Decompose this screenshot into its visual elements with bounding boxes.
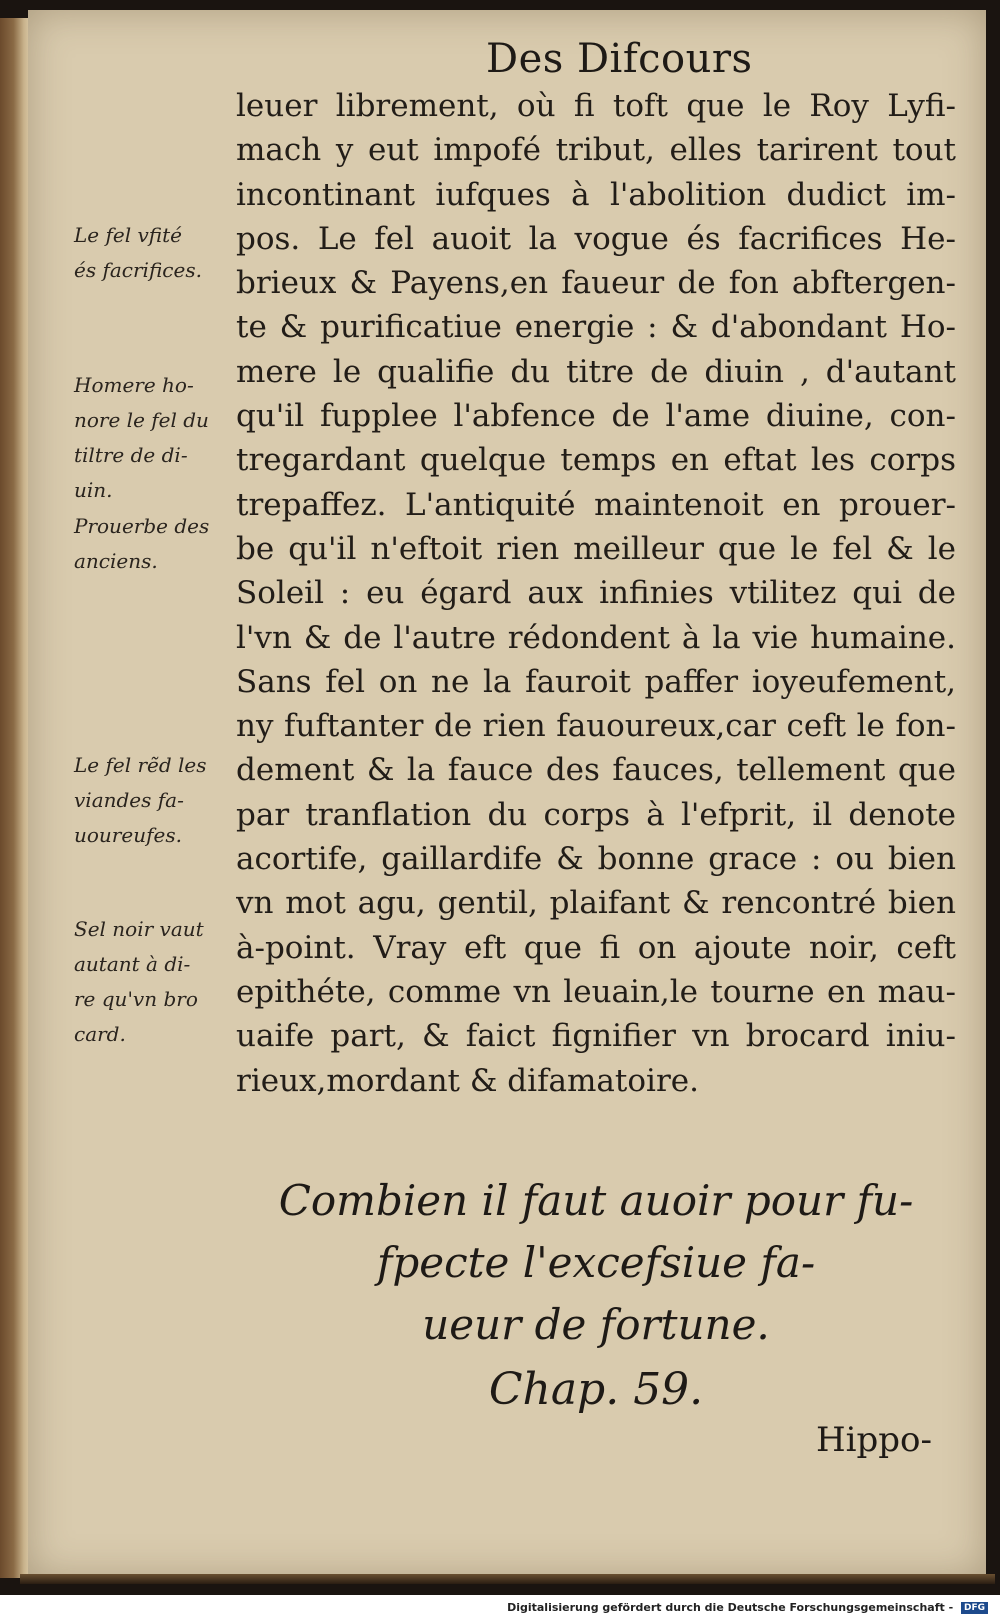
- body-line: incontinant iufques à l'abolition dudict im-: [236, 176, 956, 213]
- body-line: trepaffez. L'antiquité maintenoit en prouer-: [236, 486, 956, 523]
- margin-note-line: viandes fa-: [74, 788, 184, 812]
- margin-note-black-salt: [74, 912, 226, 1052]
- body-line: par tranflation du corps à l'efprit, il denote: [236, 796, 956, 833]
- digitization-credit: [507, 1601, 988, 1614]
- chapter-title-line: Combien il faut auoir pour fu-: [278, 1176, 914, 1225]
- margin-note-line: nore le fel du: [74, 408, 209, 432]
- margin-note-line: card.: [74, 1022, 126, 1046]
- body-line: qu'il fupplee l'abfence de l'ame diuine, con-: [236, 398, 956, 435]
- body-line: mere le qualifie du titre de diuin , d'autant: [236, 353, 956, 390]
- body-line: pos. Le fel auoit la vogue és facrifices He-: [236, 220, 956, 257]
- chapter-title-line: ueur de fortune.: [422, 1300, 770, 1349]
- margin-note-homer: [74, 368, 226, 508]
- body-line: Soleil : eu égard aux infinies vtilitez qui de: [236, 575, 956, 612]
- margin-note-savory: [74, 748, 226, 853]
- credit-text: Digitalisierung gefördert durch die Deutsche Forschungsgemeinschaft -: [507, 1601, 954, 1614]
- chapter-number: Chap. 59.: [488, 1364, 704, 1415]
- margin-note-line: Homere ho-: [74, 373, 194, 397]
- margin-note-line: re qu'vn bro: [74, 987, 198, 1011]
- body-text: [236, 84, 956, 1103]
- body-line: à-point. Vray eft que fi on ajoute noir, ceft: [236, 929, 956, 966]
- margin-note-line: anciens.: [74, 549, 158, 573]
- body-line: leuer librement, où fi toft que le Roy Lyfi-: [236, 88, 956, 124]
- chapter-title: [236, 1170, 956, 1356]
- margin-note-line: uin.: [74, 478, 113, 502]
- body-line: tregardant quelque temps en eftat les corps: [236, 442, 956, 479]
- body-line: mach y eut impofé tribut, elles tarirent tout: [236, 132, 956, 169]
- margin-note-line: uoureufes.: [74, 823, 182, 847]
- margin-note-proverb: [74, 509, 226, 579]
- body-line: dement & la fauce des fauces, tellement que: [236, 752, 956, 789]
- margin-note-line: Prouerbe des: [74, 514, 210, 538]
- margin-note-line: Sel noir vaut: [74, 917, 204, 941]
- body-line: Sans fel on ne la fauroit paffer ioyeufement,: [236, 663, 956, 700]
- catchword: Hippo-: [816, 1420, 933, 1460]
- running-head: Des Difcours: [486, 36, 753, 82]
- body-line: be qu'il n'eftoit rien meilleur que le fel & le: [236, 530, 956, 567]
- book-spine-edge: [0, 18, 30, 1578]
- dfg-logo-icon: DFG: [961, 1602, 988, 1614]
- chapter-title-line: fpecte l'excefsiue fa-: [376, 1238, 816, 1287]
- page-bottom-edge: [20, 1574, 995, 1584]
- margin-note-line: és facrifices.: [74, 258, 202, 282]
- body-line: epithéte, comme vn leuain,le tourne en mau-: [236, 973, 956, 1010]
- body-line: rieux,mordant & difamatoire.: [236, 1062, 699, 1099]
- margin-note-line: Le fel rẽd les: [74, 753, 207, 777]
- body-line: ny fuftanter de rien fauoureux,car ceft le fon-: [236, 708, 956, 745]
- body-line: te & purificatiue energie : & d'abondant Ho-: [236, 309, 956, 346]
- body-line: acortife, gaillardife & bonne grace : ou bien: [236, 841, 956, 878]
- body-line: l'vn & de l'autre rédondent à la vie humaine.: [236, 619, 956, 656]
- margin-note-line: autant à di-: [74, 952, 191, 976]
- margin-note-line: tiltre de di-: [74, 443, 188, 467]
- body-line: brieux & Payens,en faueur de fon abftergen-: [236, 265, 956, 302]
- body-line: vn mot agu, gentil, plaifant & rencontré bien: [236, 885, 956, 922]
- margin-note-line: Le fel vfité: [74, 223, 182, 247]
- margin-note-salt-sacrifices: [74, 218, 226, 288]
- body-line: uaife part, & faict fignifier vn brocard iniu-: [236, 1018, 956, 1055]
